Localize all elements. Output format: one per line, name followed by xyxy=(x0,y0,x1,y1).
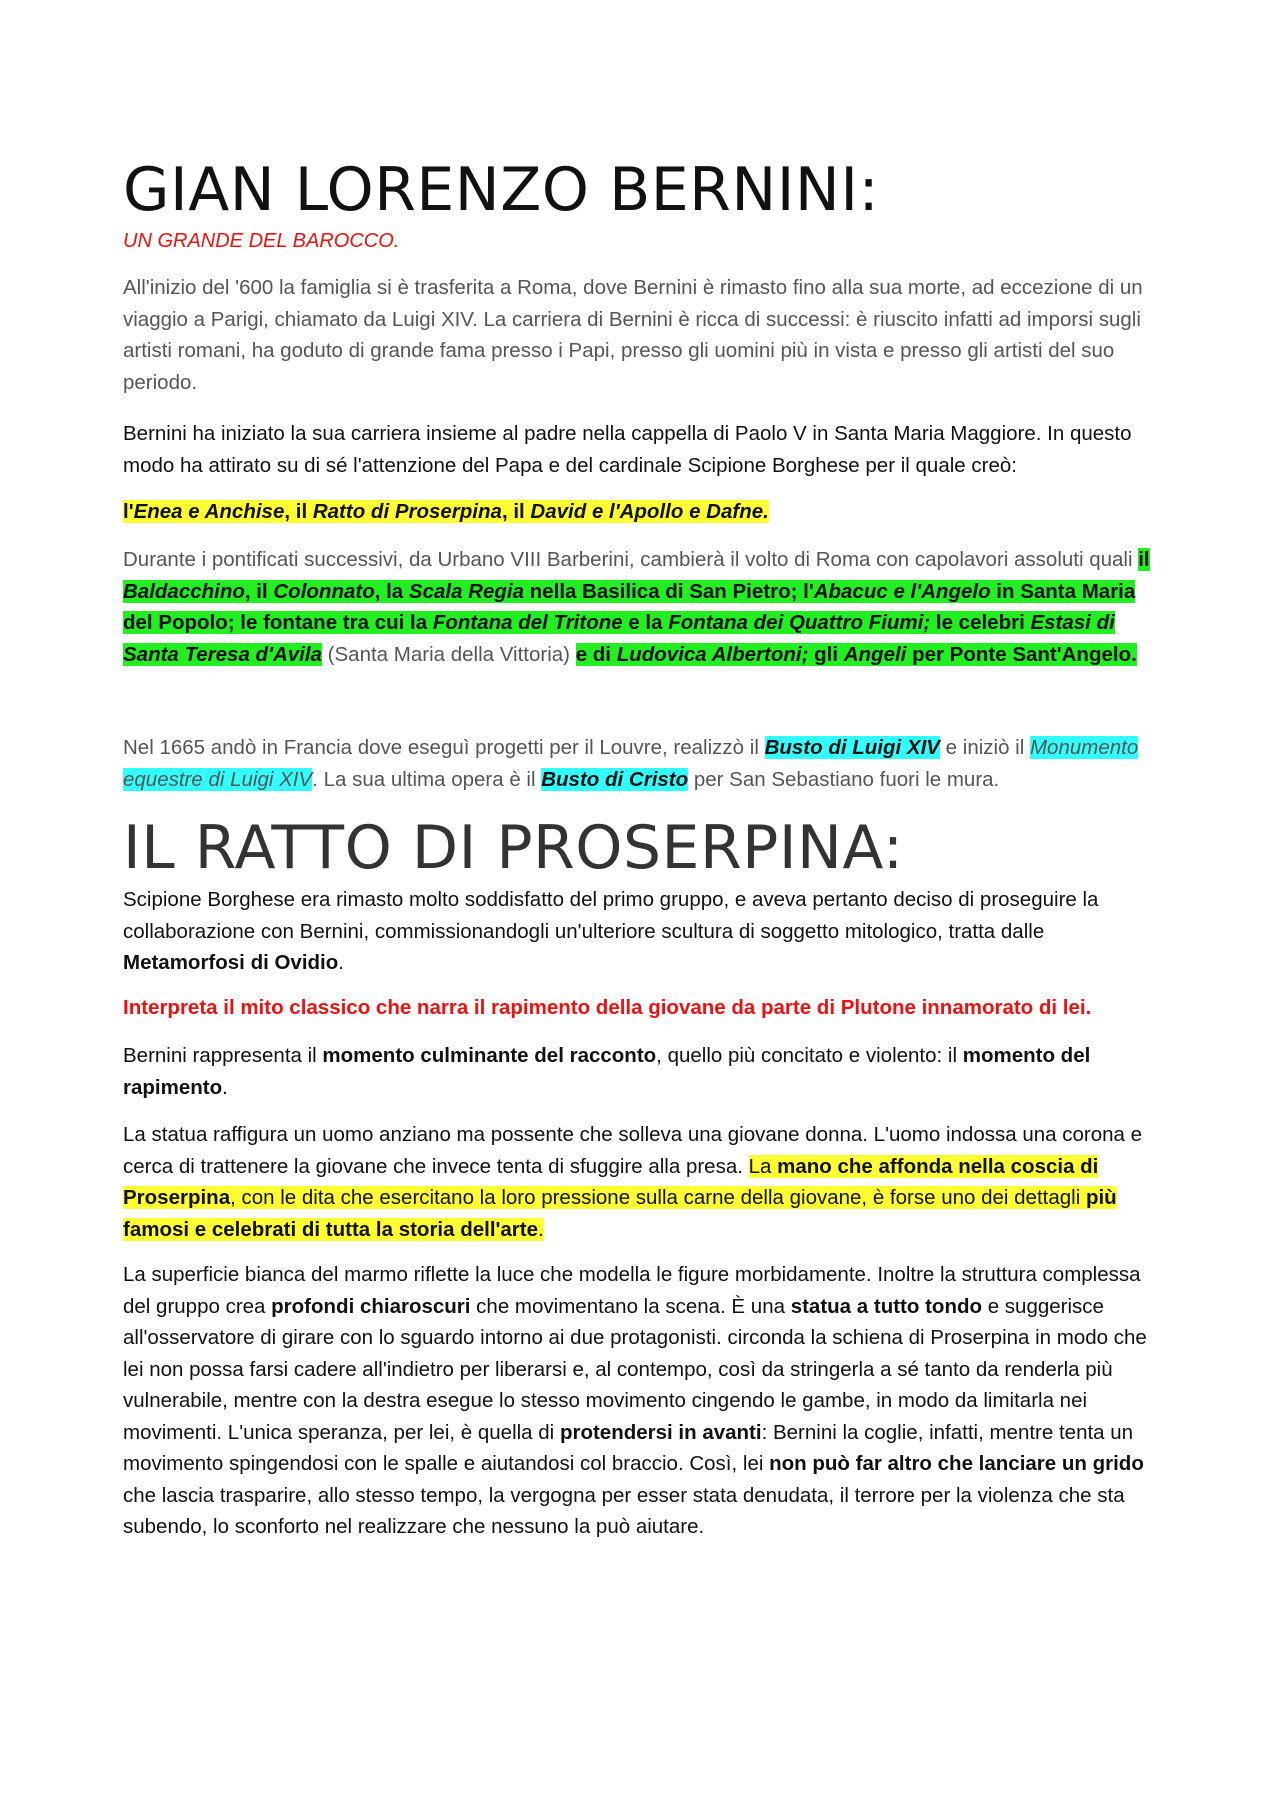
page-subtitle: UN GRANDE DEL BAROCCO. xyxy=(123,230,400,252)
intro-paragraph-1: All'inizio del '600 la famiglia si è trasferita a Roma, dove Bernini è rimasto fino alla sua morte, ad eccezione di un viaggio a Parigi, chiamato da Luigi XIV. La carriera di Bernini è ricca di successi: è riuscito infatti ad imporsi sugli artisti romani, ha goduto di grande fama presso i Papi, presso gli uomini più in vista e presso gli artisti del suo periodo. xyxy=(123,276,1143,394)
section2-paragraph-2: Interpreta il mito classico che narra il rapimento della giovane da parte di Plutone innamorato di lei. xyxy=(123,996,1092,1019)
intro-paragraph-4: Durante i pontificati successivi, da Urbano VIII Barberini, cambierà il volto di Roma con capolavori assoluti quali il Baldacchino, il Colonnato, la Scala Regia nella Basilica di San Pietro; l'Abacuc e l'Angelo in Santa Maria del Popolo; le fontane tra cui la Fontana del Tritone e la Fontana dei Quattro Fiumi; le celebri Estasi di Santa Teresa d'Avila (Santa Maria della Vittoria) e di Ludovica Albertoni; gli Angeli per Ponte Sant'Angelo. xyxy=(123,548,1150,666)
intro-paragraph-2: Bernini ha iniziato la sua carriera insieme al padre nella cappella di Paolo V in Santa Maria Maggiore. In questo modo ha attirato su di sé l'attenzione del Papa e del cardinale Scipione Borghese per il quale creò: xyxy=(123,422,1132,477)
works-list-highlight xyxy=(123,500,769,523)
works-list xyxy=(123,496,1168,528)
section2-paragraph-3: Bernini rappresenta il momento culminante del racconto, quello più concitato e violento: il momento del rapimento. xyxy=(123,1044,1091,1099)
section2-paragraph-1: Scipione Borghese era rimasto molto soddisfatto del primo gruppo, e aveva pertanto deciso di proseguire la collaborazione con Bernini, commissionandogli un'ulteriore scultura di soggetto mitologico, tratta dalle Metamorfosi di Ovidio. xyxy=(123,888,1099,974)
page-title: GIAN LORENZO BERNINI: xyxy=(123,155,880,225)
works-text: l'Enea e Anchise, il Ratto di Proserpina, il David e l'Apollo e Dafne. xyxy=(123,500,769,523)
section2-paragraph-5: La superficie bianca del marmo riflette la luce che modella le figure morbidamente. Inoltre la struttura complessa del gruppo crea profondi chiaroscuri che movimentano la scena. È una statua a tutto tondo e suggerisce all'osservatore di girare con lo sguardo intorno ai due protagonisti. circonda la schiena di Proserpina in modo che lei non possa farsi cadere all'indietro per liberarsi e, al contempo, così da stringerla a sé tanto da renderla più vulnerabile, mentre con la destra esegue lo stesso movimento cingendo le gambe, in modo da limitarla nei movimenti. L'unica speranza, per lei, è quella di protendersi in avanti: Bernini la coglie, infatti, mentre tenta un movimento spingendosi con le spalle e aiutandosi col braccio. Così, lei non può far altro che lanciare un grido che lascia trasparire, allo stesso tempo, la vergogna per esser stata denudata, il terrore per la violenza che sta subendo, lo sconforto nel realizzare che nessuno la può aiutare. xyxy=(123,1263,1147,1538)
intro-paragraph-5: Nel 1665 andò in Francia dove eseguì progetti per il Louvre, realizzò il Busto di Luigi XIV e iniziò il Monumento equestre di Luigi XIV. La sua ultima opera è il Busto di Cristo per San Sebastiano fuori le mura. xyxy=(123,736,1139,791)
section-title-ratto: IL RATTO DI PROSERPINA: xyxy=(123,813,904,883)
section2-paragraph-4: La statua raffigura un uomo anziano ma possente che solleva una giovane donna. L'uomo indossa una corona e cerca di trattenere la giovane che invece tenta di sfuggire alla presa. La mano che affonda nella coscia di Proserpina, con le dita che esercitano la loro pressione sulla carne della giovane, è forse uno dei dettagli più famosi e celebrati di tutta la storia dell'arte. xyxy=(123,1123,1142,1241)
